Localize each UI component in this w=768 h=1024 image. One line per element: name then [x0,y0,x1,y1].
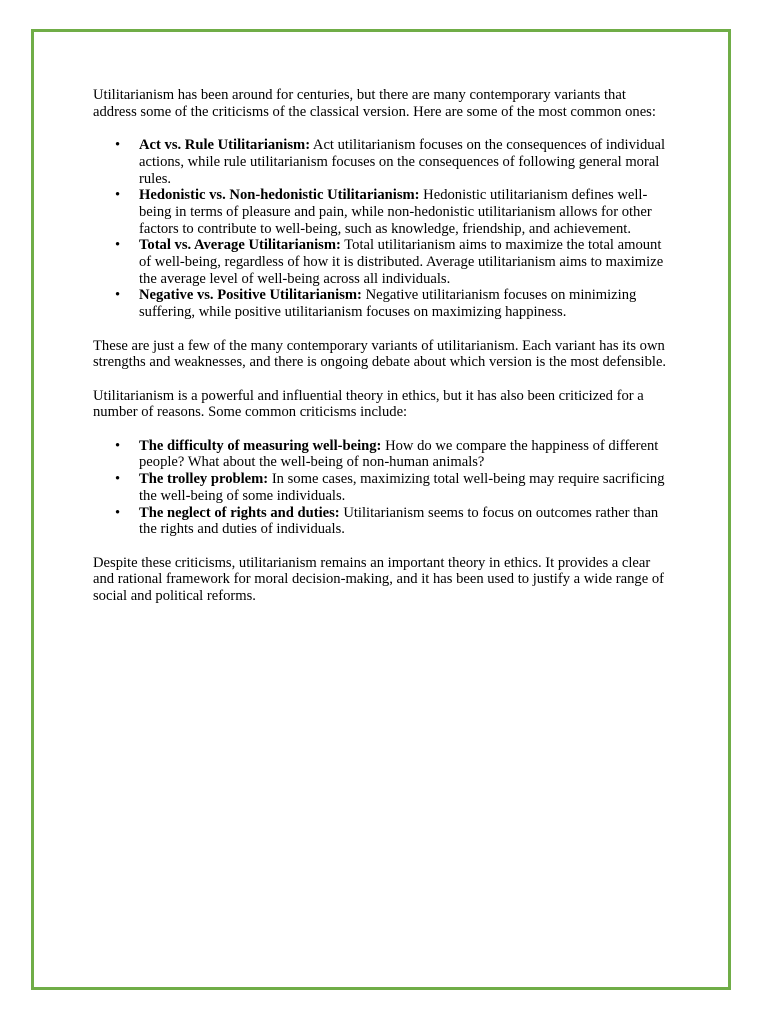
bullet-icon: • [115,287,121,304]
list-item-text: Total utilitarianism aims to maximize the total amount of well-being, regardless of how it is distributed. Average utilitarianism aims to maximize the average level of well-being across all individuals. [139,237,664,287]
conclusion-paragraph: Despite these criticisms, utilitarianism remains an important theory in ethics. It provides a clear and rational framework for moral decision-making, and it has been used to justify a wide range of social and political reforms. [93,554,665,605]
list-item-term: Total vs. Average Utilitarianism: [139,237,341,254]
bullet-icon: • [115,137,121,154]
list-item [93,505,673,538]
variants-list [93,137,673,321]
variants-summary-paragraph: These are just a few of the many contemporary variants of utilitarianism. Each variant has its own strengths and weaknesses, and there is ongoing debate about which version is the most defensible. [93,337,667,371]
list-item [93,237,673,287]
list-item [93,137,673,187]
bullet-icon: • [115,504,121,521]
bullet-icon: • [115,237,121,254]
bullet-icon: • [115,437,121,454]
criticisms-list [93,438,673,538]
list-item [93,187,673,237]
list-item-term: Act vs. Rule Utilitarianism: [139,137,311,154]
criticisms-intro-paragraph: Utilitarianism is a powerful and influential theory in ethics, but it has also been criticized for a number of reasons. Some common criticisms include: [93,387,644,421]
list-item-text: Act utilitarianism focuses on the consequences of individual actions, while rule utilitarianism focuses on the consequences of following general moral rules. [139,137,666,187]
list-item-text: Hedonistic utilitarianism defines well-being in terms of pleasure and pain, while non-hedonistic utilitarianism allows for other factors to contribute to well-being, such as knowledge, friendship, and achievement. [139,187,652,237]
list-item-text: Utilitarianism seems to focus on outcomes rather than the rights and duties of individuals. [139,504,659,538]
list-item-term: The trolley problem: [139,471,269,488]
list-item-text: How do we compare the happiness of different people? What about the well-being of non-human animals? [139,437,659,471]
intro-paragraph: Utilitarianism has been around for centuries, but there are many contemporary variants that address some of the criticisms of the classical version. Here are some of the most common ones: [93,87,656,120]
document-body [93,87,673,621]
list-item-term: Hedonistic vs. Non-hedonistic Utilitarianism: [139,187,420,204]
list-item [93,287,673,320]
bullet-icon: • [115,471,121,488]
bullet-icon: • [115,187,121,204]
list-item-term: The difficulty of measuring well-being: [139,437,382,454]
list-item [93,471,673,504]
list-item-term: The neglect of rights and duties: [139,504,340,521]
list-item [93,438,673,471]
list-item-text: In some cases, maximizing total well-being may require sacrificing the well-being of some individuals. [139,471,665,504]
list-item-term: Negative vs. Positive Utilitarianism: [139,287,362,304]
list-item-text: Negative utilitarianism focuses on minimizing suffering, while positive utilitarianism focuses on maximizing happiness. [139,287,637,321]
